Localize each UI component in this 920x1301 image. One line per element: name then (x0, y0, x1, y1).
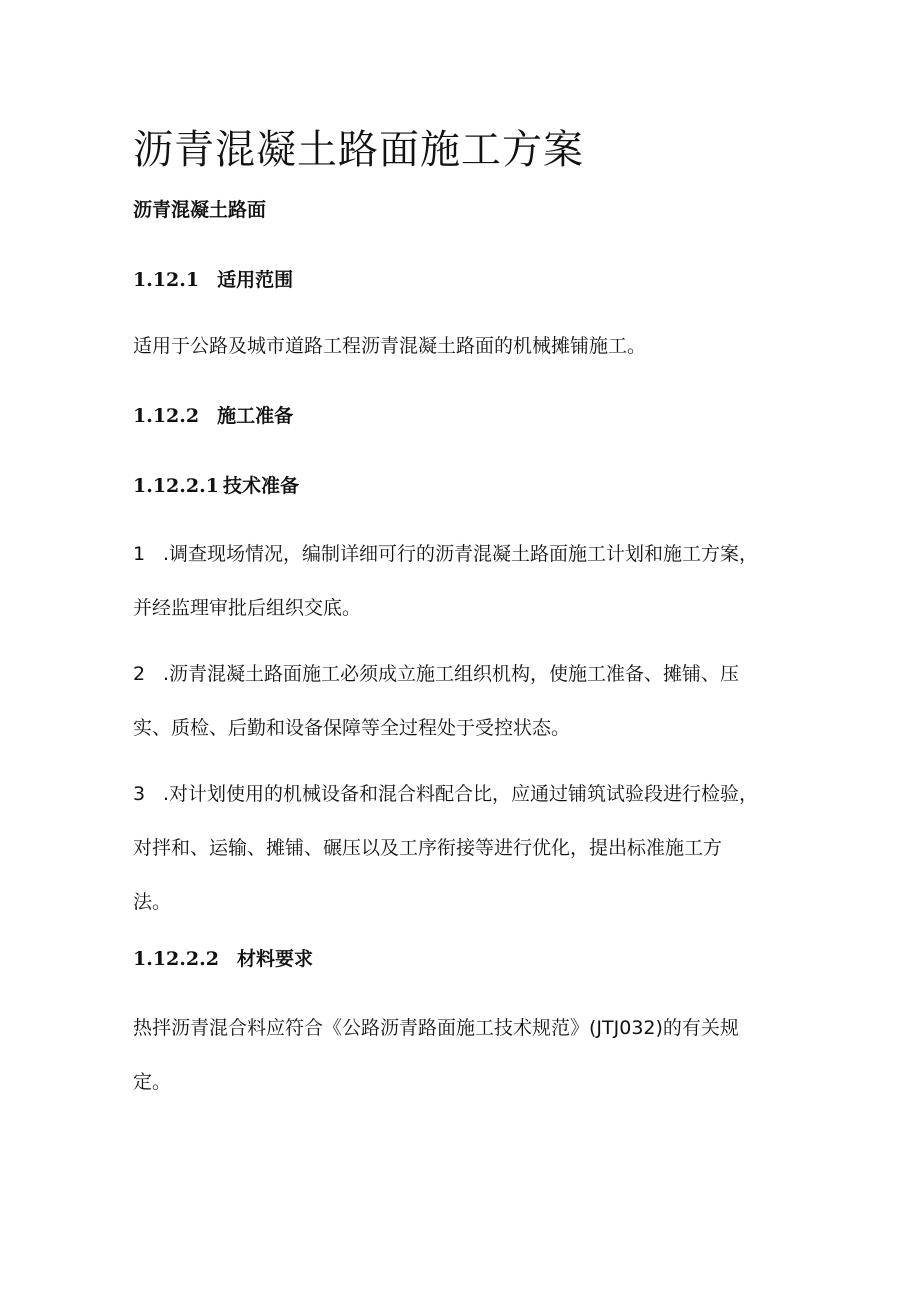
list-item (133, 780, 758, 916)
document-subtitle: 沥青混凝土路面 (133, 199, 267, 221)
list-item-text: .调查现场情况，编制详细可行的沥青混凝土路面施工计划和施工方案， (163, 543, 759, 565)
section-title: 材料要求 (236, 948, 313, 970)
paragraph-line: 定。 (133, 1071, 172, 1093)
list-item-number: 3 (133, 783, 146, 805)
list-item-text: 并经监理审批后组织交底。 (133, 597, 362, 619)
section-heading-1-12-1 (133, 266, 293, 294)
list-item-text: 实、质检、后勤和设备保障等全过程处于受控状态。 (133, 717, 571, 739)
list-item-text: 对拌和、运输、摊铺、碾压以及工序衔接等进行优化，提出标准施工方 (133, 837, 723, 859)
section-title: 技术准备 (222, 475, 299, 497)
list-item-number: 2 (133, 663, 146, 685)
section-title: 施工准备 (217, 405, 294, 427)
section-title: 适用范围 (217, 269, 294, 291)
section-heading-1-12-2 (133, 402, 293, 430)
section-number: 1.12.2.1 (133, 475, 219, 497)
list-item (133, 660, 739, 742)
section-number: 1.12.1 (133, 269, 200, 291)
list-item (133, 540, 758, 622)
section-number: 1.12.2 (133, 405, 200, 427)
section-heading-1-12-2-1 (133, 472, 299, 500)
list-item-text: 法。 (133, 891, 172, 913)
material-paragraph (133, 1014, 739, 1096)
list-item-text: .沥青混凝土路面施工必须成立施工组织机构，使施工准备、摊铺、压 (163, 663, 740, 685)
list-item-number: 1 (133, 543, 146, 565)
paragraph-line: 热拌沥青混合料应符合《公路沥青路面施工技术规范》(JTJ032)的有关规 (133, 1017, 739, 1039)
document-title: 沥青混凝土路面施工方案 (133, 127, 584, 173)
section-number: 1.12.2.2 (133, 948, 219, 970)
section-heading-1-12-2-2 (133, 945, 313, 973)
list-item-text: .对计划使用的机械设备和混合料配合比，应通过铺筑试验段进行检验， (163, 783, 759, 805)
scope-paragraph: 适用于公路及城市道路工程沥青混凝土路面的机械摊铺施工。 (133, 335, 647, 357)
